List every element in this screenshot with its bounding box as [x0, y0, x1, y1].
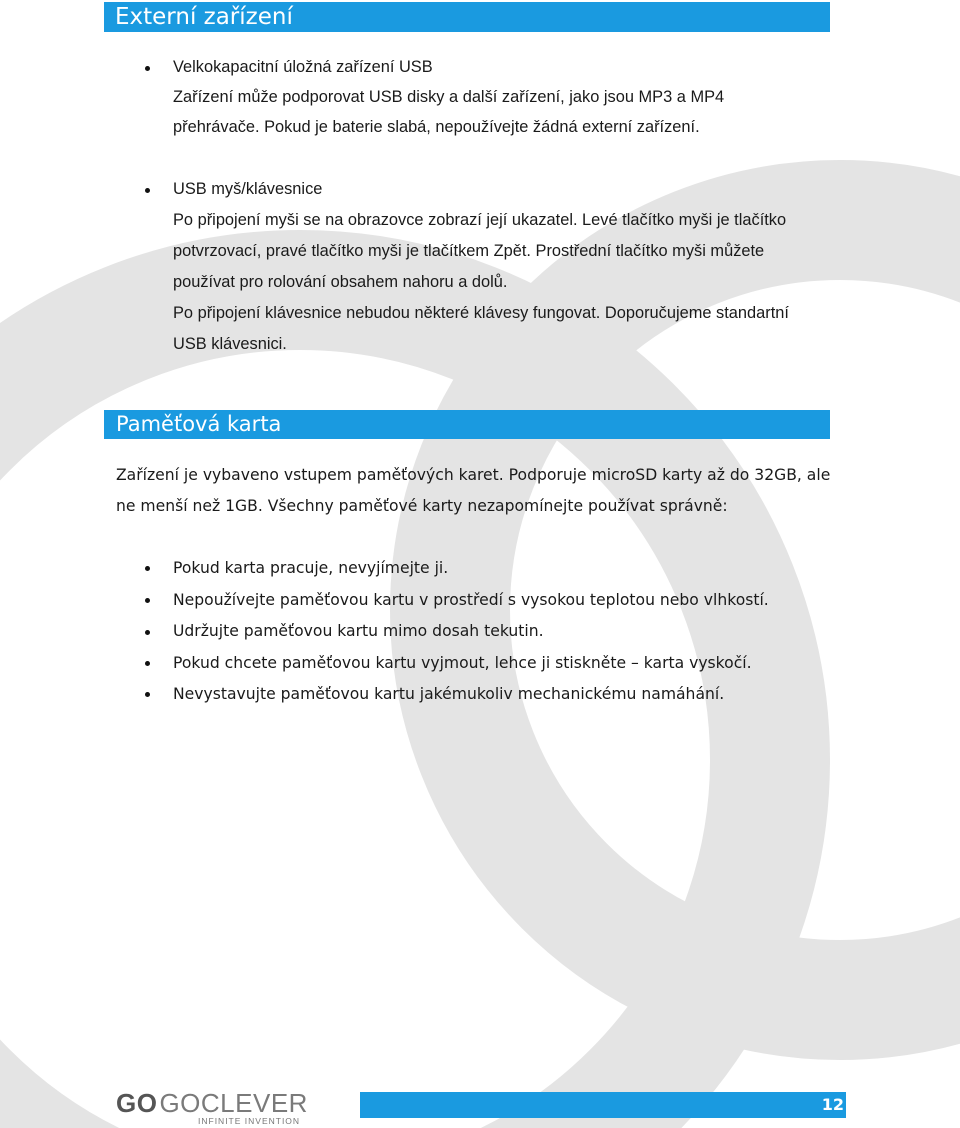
memory-card-bullet: Pokud chcete paměťovou kartu vyjmout, lehce ji stiskněte – karta vyskočí. — [173, 654, 752, 672]
mouse-keyboard-line: potvrzovací, pravé tlačítko myši je tlačítkem Zpět. Prostřední tlačítko myši můžete — [173, 242, 765, 260]
bullet-dot — [145, 630, 150, 635]
page-number: 12 — [821, 1095, 844, 1114]
mouse-keyboard-line: používat pro rolování obsahem nahoru a dolů. — [173, 273, 508, 291]
memory-card-bullet: Pokud karta pracuje, nevyjímejte ji. — [173, 559, 449, 577]
logo-mark: GO — [116, 1088, 158, 1118]
bullet-dot — [145, 598, 150, 603]
mouse-keyboard-heading: USB myš/klávesnice — [173, 180, 323, 198]
bullet-dot — [145, 692, 150, 697]
usb-storage-line: přehrávače. Pokud je baterie slabá, nepoužívejte žádná externí zařízení. — [173, 118, 700, 136]
bullet-dot — [145, 188, 150, 193]
usb-storage-line: Zařízení může podporovat USB disky a další zařízení, jako jsou MP3 a MP4 — [173, 88, 725, 106]
mouse-keyboard-line: USB klávesnici. — [173, 335, 287, 353]
goclever-logo — [116, 1088, 308, 1126]
logo-name: GOCLEVER — [159, 1088, 308, 1118]
memory-card-bullet: Nevystavujte paměťovou kartu jakémukoliv mechanickému namáhání. — [173, 685, 725, 703]
memory-card-intro-line: Zařízení je vybaveno vstupem paměťových karet. Podporuje microSD karty až do 32GB, ale — [116, 466, 831, 484]
bullet-dot — [145, 566, 150, 571]
memory-card-bullet: Udržujte paměťovou kartu mimo dosah tekutin. — [173, 622, 544, 640]
usb-storage-heading: Velkokapacitní úložná zařízení USB — [173, 58, 433, 76]
logo-tagline: INFINITE INVENTION — [198, 1116, 301, 1126]
mouse-keyboard-line: Po připojení klávesnice nebudou některé klávesy fungovat. Doporučujeme standartní — [173, 304, 789, 322]
memory-card-intro-line: ne menší než 1GB. Všechny paměťové karty nezapomínejte používat správně: — [116, 497, 728, 515]
section-title-memory-card: Paměťová karta — [104, 410, 830, 439]
mouse-keyboard-line: Po připojení myši se na obrazovce zobrazí její ukazatel. Levé tlačítko myši je tlačítko — [173, 211, 787, 229]
bullet-dot — [145, 661, 150, 666]
memory-card-bullet: Nepoužívejte paměťovou kartu v prostředí s vysokou teplotou nebo vlhkostí. — [173, 591, 769, 609]
section-title-external-devices: Externí zařízení — [104, 2, 830, 32]
page-number-bar — [360, 1092, 846, 1118]
bullet-dot — [145, 66, 150, 71]
